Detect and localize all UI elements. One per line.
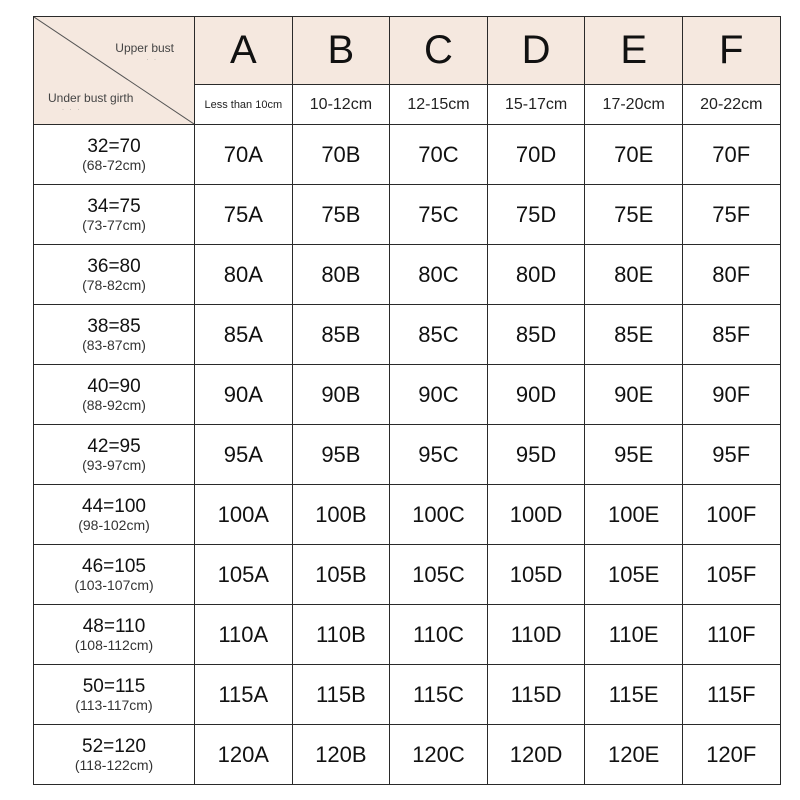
size-cell: 120D (487, 725, 585, 785)
size-cell: 115A (195, 665, 293, 725)
table-row (34, 365, 781, 425)
size-cell: 105A (195, 545, 293, 605)
size-cell: 75C (390, 185, 488, 245)
size-cell: 80F (682, 245, 780, 305)
band-size-cell (34, 545, 195, 605)
size-cell: 115C (390, 665, 488, 725)
cup-header-f: F (682, 17, 780, 85)
table-row (34, 605, 781, 665)
size-cell: 85D (487, 305, 585, 365)
band-range-label: (88-92cm) (82, 397, 146, 414)
band-range-label: (83-87cm) (82, 337, 146, 354)
size-cell: 85A (195, 305, 293, 365)
band-size-label: 32=70 (87, 135, 141, 157)
band-size-cell (34, 725, 195, 785)
size-cell: 75E (585, 185, 683, 245)
table-row (34, 125, 781, 185)
band-size-label: 38=85 (87, 315, 141, 337)
band-size-cell (34, 425, 195, 485)
table-row (34, 665, 781, 725)
size-cell: 90E (585, 365, 683, 425)
size-cell: 90B (292, 365, 390, 425)
size-cell: 105D (487, 545, 585, 605)
size-cell: 85E (585, 305, 683, 365)
cup-range-f: 20-22cm (682, 85, 780, 125)
band-size-cell (34, 485, 195, 545)
band-size-cell (34, 305, 195, 365)
cup-header-c: C (390, 17, 488, 85)
size-cell: 120A (195, 725, 293, 785)
band-size-label: 44=100 (82, 495, 146, 517)
cup-range-e: 17-20cm (585, 85, 683, 125)
size-cell: 115B (292, 665, 390, 725)
size-cell: 100D (487, 485, 585, 545)
cup-header-e: E (585, 17, 683, 85)
band-range-label: (108-112cm) (74, 637, 154, 654)
size-cell: 120B (292, 725, 390, 785)
table-row (34, 725, 781, 785)
band-size-cell (34, 125, 195, 185)
band-range-label: (98-102cm) (78, 517, 150, 534)
size-cell: 70C (390, 125, 488, 185)
band-range-label: (73-77cm) (82, 217, 146, 234)
size-cell: 120C (390, 725, 488, 785)
cup-range-d: 15-17cm (487, 85, 585, 125)
size-cell: 120F (682, 725, 780, 785)
under-bust-sublabel: · · · (62, 107, 82, 113)
size-cell: 80D (487, 245, 585, 305)
cup-range-a: Less than 10cm (195, 85, 293, 125)
size-cell: 110C (390, 605, 488, 665)
band-size-cell (34, 365, 195, 425)
size-cell: 105E (585, 545, 683, 605)
size-cell: 95A (195, 425, 293, 485)
corner-header-cell (34, 17, 195, 125)
table-row (34, 425, 781, 485)
table-row (34, 485, 781, 545)
size-cell: 110A (195, 605, 293, 665)
band-range-label: (78-82cm) (82, 277, 146, 294)
bra-size-chart (33, 16, 780, 784)
band-size-cell (34, 185, 195, 245)
size-cell: 105C (390, 545, 488, 605)
size-cell: 70B (292, 125, 390, 185)
size-cell: 100A (195, 485, 293, 545)
size-cell: 100E (585, 485, 683, 545)
band-size-label: 42=95 (87, 435, 141, 457)
table-row (34, 305, 781, 365)
band-size-label: 40=90 (87, 375, 141, 397)
band-size-label: 52=120 (82, 735, 146, 757)
size-cell: 105B (292, 545, 390, 605)
size-cell: 70A (195, 125, 293, 185)
cup-range-b: 10-12cm (292, 85, 390, 125)
size-cell: 110B (292, 605, 390, 665)
size-cell: 85B (292, 305, 390, 365)
size-cell: 80E (585, 245, 683, 305)
size-cell: 85C (390, 305, 488, 365)
band-range-label: (113-117cm) (75, 697, 153, 714)
size-cell: 105F (682, 545, 780, 605)
band-size-cell (34, 245, 195, 305)
band-range-label: (68-72cm) (82, 157, 146, 174)
size-cell: 75B (292, 185, 390, 245)
cup-header-a: A (195, 17, 293, 85)
size-cell: 115F (682, 665, 780, 725)
size-cell: 95B (292, 425, 390, 485)
size-cell: 90A (195, 365, 293, 425)
band-range-label: (93-97cm) (82, 457, 146, 474)
size-cell: 75A (195, 185, 293, 245)
cup-header-b: B (292, 17, 390, 85)
size-cell: 75F (682, 185, 780, 245)
size-cell: 70D (487, 125, 585, 185)
header-row-cups (34, 17, 781, 85)
size-cell: 80B (292, 245, 390, 305)
size-cell: 95E (585, 425, 683, 485)
size-cell: 90C (390, 365, 488, 425)
size-cell: 110E (585, 605, 683, 665)
size-cell: 100B (292, 485, 390, 545)
size-cell: 80A (195, 245, 293, 305)
size-cell: 115E (585, 665, 683, 725)
size-cell: 90D (487, 365, 585, 425)
size-cell: 110D (487, 605, 585, 665)
table-row (34, 185, 781, 245)
band-range-label: (118-122cm) (74, 757, 154, 774)
band-size-cell (34, 605, 195, 665)
size-cell: 110F (682, 605, 780, 665)
size-table (33, 16, 781, 785)
table-row (34, 245, 781, 305)
size-cell: 90F (682, 365, 780, 425)
band-size-cell (34, 665, 195, 725)
size-cell: 80C (390, 245, 488, 305)
table-row (34, 545, 781, 605)
size-cell: 95F (682, 425, 780, 485)
size-cell: 70E (585, 125, 683, 185)
size-cell: 75D (487, 185, 585, 245)
size-cell: 120E (585, 725, 683, 785)
upper-bust-label: Upper bust (115, 41, 174, 55)
size-cell: 100F (682, 485, 780, 545)
band-size-label: 46=105 (82, 555, 146, 577)
under-bust-label: Under bust girth (48, 91, 134, 105)
cup-range-c: 12-15cm (390, 85, 488, 125)
size-cell: 115D (487, 665, 585, 725)
size-cell: 95C (390, 425, 488, 485)
band-size-label: 36=80 (87, 255, 141, 277)
size-cell: 100C (390, 485, 488, 545)
upper-bust-sublabel: · · (146, 57, 158, 63)
band-range-label: (103-107cm) (74, 577, 154, 594)
cup-header-d: D (487, 17, 585, 85)
size-cell: 95D (487, 425, 585, 485)
diagonal-divider (34, 17, 194, 124)
band-size-label: 34=75 (87, 195, 141, 217)
size-cell: 70F (682, 125, 780, 185)
band-size-label: 48=110 (82, 615, 146, 637)
size-cell: 85F (682, 305, 780, 365)
band-size-label: 50=115 (82, 675, 146, 697)
